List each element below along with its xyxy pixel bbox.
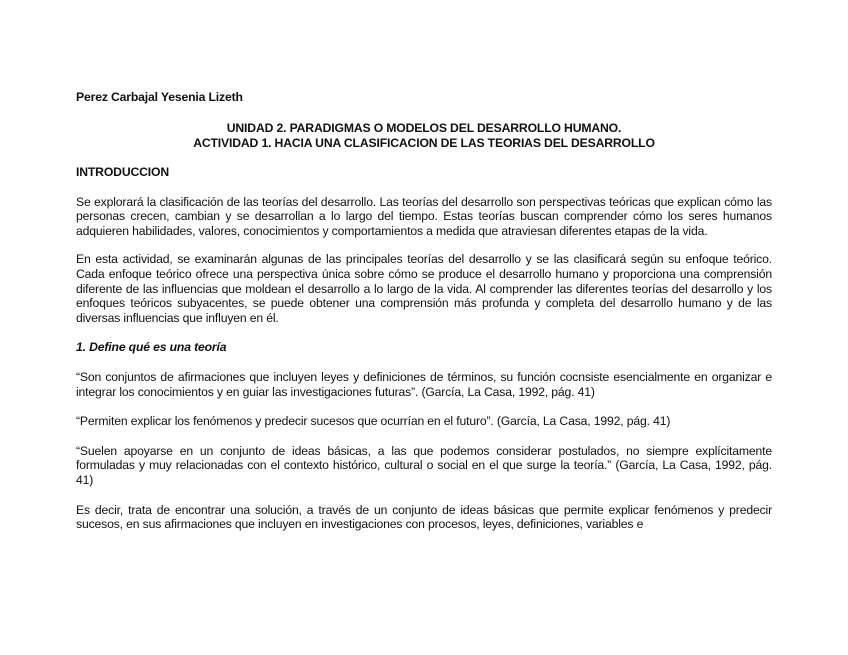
title-line-1: UNIDAD 2. PARADIGMAS O MODELOS DEL DESARROLLO HUMANO.	[226, 121, 622, 135]
title-line-2: ACTIVIDAD 1. HACIA UNA CLASIFICACION DE LAS TEORIAS DEL DESARROLLO	[193, 136, 655, 150]
question-1-heading: 1. Define qué es una teoría	[76, 340, 227, 355]
quote-2: “Permiten explicar los fenómenos y predecir sucesos que ocurrían en el futuro”. (García, La Casa, 1992, pág. 41)	[76, 414, 671, 429]
intro-paragraph-2: En esta actividad, se examinarán algunas de las principales teorías del desarrollo y se las clasificará según su enfoque teórico. Cada enfoque teórico ofrece una perspectiva única sobre cómo se produce el desarrollo humano y proporciona una comprensión diferente de las influencias que moldean el desarrollo a lo largo de la vida. Al comprender las diferentes teorías del desarrollo y los enfoques teóricos subyacentes, se puede obtener una comprensión más profunda y completa del desarrollo humano y de las diversas influencias que influyen en él.	[76, 252, 772, 325]
intro-heading: INTRODUCCION	[76, 165, 169, 179]
document-title	[76, 121, 772, 151]
conclusion-paragraph: Es decir, trata de encontrar una solución, a través de un conjunto de ideas básicas que permite explicar fenómenos y predecir sucesos, en sus afirmaciones que incluyen en investigaciones con procesos, leyes, definiciones, variables e	[76, 502, 772, 532]
author-name: Perez Carbajal Yesenia Lizeth	[76, 90, 243, 104]
quote-3: “Suelen apoyarse en un conjunto de ideas básicas, a las que podemos considerar postulados, no siempre explícitamente formuladas y muy relacionadas con el contexto histórico, cultural o social en el que surge la teoría.” (García, La Casa, 1992, pág. 41)	[76, 443, 772, 487]
document-page	[76, 90, 772, 544]
quote-1: “Son conjuntos de afirmaciones que incluyen leyes y definiciones de términos, su función cocnsiste esencialmente en organizar e integrar los conocimientos y en guiar las investigaciones futuras”. (García, La Casa, 1992, pág. 41)	[76, 369, 772, 399]
intro-paragraph-1: Se explorará la clasificación de las teorías del desarrollo. Las teorías del desarrollo son perspectivas teóricas que explican cómo las personas crecen, cambian y se desarrollan a lo largo del tiempo. Estas teorías buscan comprender cómo los seres humanos adquieren habilidades, valores, conocimientos y comportamientos a medida que atraviesan diferentes etapas de la vida.	[76, 194, 772, 238]
